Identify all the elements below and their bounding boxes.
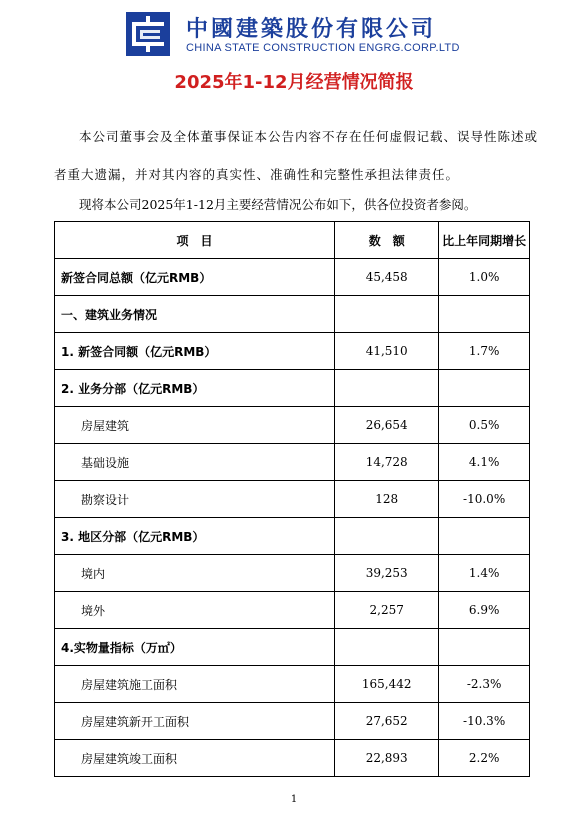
cell-amount: 14,728 — [335, 444, 439, 481]
cell-item: 1. 新签合同额（亿元RMB） — [55, 333, 335, 370]
cell-amount: 22,893 — [335, 740, 439, 777]
report-title: 2025年1-12月经营情况简报 — [174, 72, 414, 93]
operations-table — [54, 221, 530, 777]
cell-amount — [335, 370, 439, 407]
header-item: 项 目 — [55, 222, 335, 259]
table-row — [55, 370, 530, 407]
table-row — [55, 740, 530, 777]
table-row — [55, 592, 530, 629]
cell-growth — [439, 296, 530, 333]
table-row — [55, 333, 530, 370]
cell-item: 房屋建筑新开工面积 — [55, 703, 335, 740]
cell-growth — [439, 370, 530, 407]
header-growth: 比上年同期增长 — [439, 222, 530, 259]
table-row — [55, 444, 530, 481]
page-number: 1 — [290, 794, 298, 805]
cell-item: 新签合同总额（亿元RMB） — [55, 259, 335, 296]
cell-amount: 2,257 — [335, 592, 439, 629]
cell-amount: 27,652 — [335, 703, 439, 740]
cell-item: 房屋建筑 — [55, 407, 335, 444]
cell-growth — [439, 518, 530, 555]
table-row — [55, 407, 530, 444]
table-row — [55, 555, 530, 592]
cell-growth: 0.5% — [439, 407, 530, 444]
cell-item: 4.实物量指标（万㎡） — [55, 629, 335, 666]
company-name-cn: 中國建築股份有限公司 — [186, 17, 437, 42]
table-row — [55, 296, 530, 333]
cell-item: 3. 地区分部（亿元RMB） — [55, 518, 335, 555]
cell-item: 房屋建筑施工面积 — [55, 666, 335, 703]
cell-amount: 26,654 — [335, 407, 439, 444]
cell-item: 境外 — [55, 592, 335, 629]
cell-growth: 2.2% — [439, 740, 530, 777]
table-row — [55, 481, 530, 518]
cell-growth: -10.0% — [439, 481, 530, 518]
cell-growth: 4.1% — [439, 444, 530, 481]
cell-amount: 45,458 — [335, 259, 439, 296]
cell-item: 基础设施 — [55, 444, 335, 481]
cell-growth: 1.4% — [439, 555, 530, 592]
cell-growth: 6.9% — [439, 592, 530, 629]
cell-amount: 128 — [335, 481, 439, 518]
cell-growth: 1.7% — [439, 333, 530, 370]
cell-growth: 1.0% — [439, 259, 530, 296]
header-amount: 数 额 — [335, 222, 439, 259]
cell-amount — [335, 296, 439, 333]
cell-growth: -2.3% — [439, 666, 530, 703]
cell-amount — [335, 629, 439, 666]
cell-item: 房屋建筑竣工面积 — [55, 740, 335, 777]
cell-item: 勘察设计 — [55, 481, 335, 518]
cscec-logo-icon — [126, 12, 170, 56]
table-row — [55, 703, 530, 740]
letterhead — [126, 12, 466, 60]
cell-amount — [335, 518, 439, 555]
cell-growth: -10.3% — [439, 703, 530, 740]
cell-item: 2. 业务分部（亿元RMB） — [55, 370, 335, 407]
cell-item: 一、建筑业务情况 — [55, 296, 335, 333]
cell-amount: 41,510 — [335, 333, 439, 370]
table-row — [55, 259, 530, 296]
table-row — [55, 518, 530, 555]
cell-amount: 165,442 — [335, 666, 439, 703]
disclaimer-paragraph: 本公司董事会及全体董事保证本公告内容不存在任何虚假记载、误导性陈述或者重大遗漏，并对其内容的真实性、准确性和完整性承担法律责任。 — [54, 129, 539, 182]
cell-amount: 39,253 — [335, 555, 439, 592]
cell-item: 境内 — [55, 555, 335, 592]
table-row — [55, 629, 530, 666]
table-row — [55, 666, 530, 703]
cell-growth — [439, 629, 530, 666]
table-header-row — [55, 222, 530, 259]
company-name-en: CHINA STATE CONSTRUCTION ENGRG.CORP.LTD — [186, 42, 460, 54]
intro-paragraph: 现将本公司2025年1-12月主要经营情况公布如下，供各位投资者参阅。 — [79, 197, 477, 212]
